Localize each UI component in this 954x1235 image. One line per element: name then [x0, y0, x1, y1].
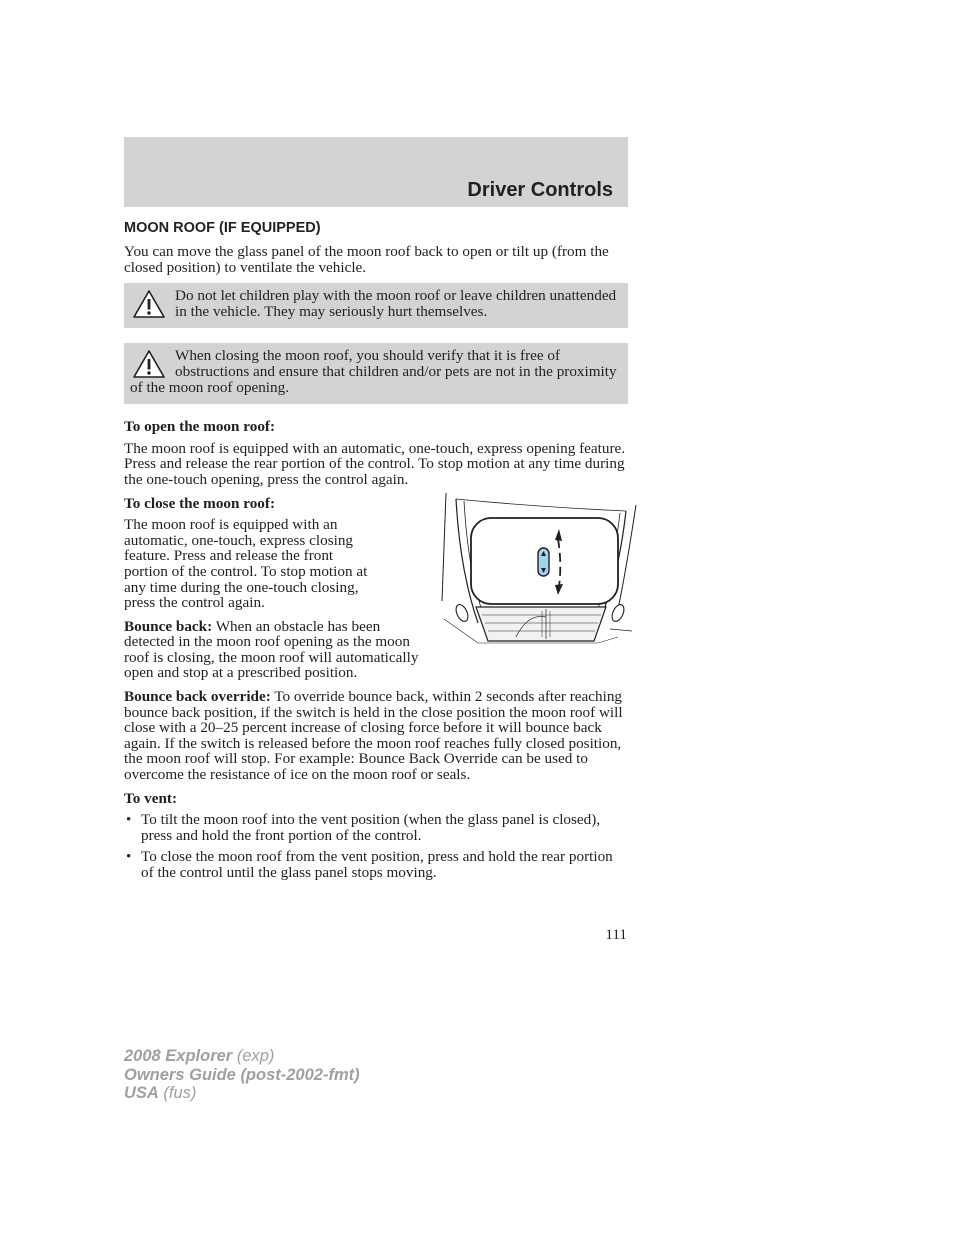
bounce-back-override-body: To override bounce back, within 2 seconds after reaching bounce back position, if the switch is held in the close position the moon roof will close with a 20–25 percent increase of closing force before it will bounce back again. If the switch is released before the moon roof reaches fully closed position, the moon roof will stop. For example: Bounce Back Override can be used to overcome the resistance of ice on the moon roof or seals. [124, 688, 623, 784]
bounce-back-override-paragraph [124, 689, 628, 783]
warning-triangle-icon [132, 289, 166, 319]
warning-text-obstructions: When closing the moon roof, you should verify that it is free of obstructions and ensure that children and/or pets are not in the proximity of the moon roof opening. [130, 347, 617, 396]
warning-box-children [124, 283, 628, 328]
page-number: 111 [605, 926, 627, 943]
moon-roof-heading: MOON ROOF (IF EQUIPPED) [124, 220, 321, 236]
list-item: • To tilt the moon roof into the vent position (when the glass panel is closed), press and hold the front portion of the control. [124, 812, 628, 843]
section-title: Driver Controls [467, 179, 613, 201]
open-subhead: To open the moon roof: [124, 418, 276, 436]
page-content [124, 220, 628, 887]
bounce-back-label: Bounce back: [124, 617, 213, 635]
close-subhead: To close the moon roof: [124, 494, 276, 512]
document-footer [124, 1047, 360, 1103]
warning-triangle-icon [132, 349, 166, 379]
footer-market: USA [124, 1084, 159, 1102]
close-body: The moon roof is equipped with an automatic, one-touch, express closing feature. Press and release the front portion of the control. To stop motion at any time during the one-touch closing, press the control again. [124, 516, 368, 612]
footer-model-code: (exp) [232, 1047, 275, 1065]
footer-line-1 [124, 1047, 360, 1066]
moon-roof-intro: You can move the glass panel of the moon roof back to open or tilt up (from the closed position) to ventilate the vehicle. [124, 243, 609, 276]
footer-model: 2008 Explorer [124, 1047, 233, 1065]
footer-line-3 [124, 1084, 360, 1103]
overhead-console-illustration [438, 491, 638, 653]
footer-line-2 [124, 1066, 360, 1085]
open-body: The moon roof is equipped with an automatic, one-touch, express opening feature. Press and release the rear portion of the control. To stop motion at any time during the one-touch opening, press the control again. [124, 439, 626, 488]
warning-box-obstructions [124, 343, 628, 404]
vent-bullet-list [124, 812, 628, 880]
list-item: • To close the moon roof from the vent position, press and hold the rear portion of the control until the glass panel stops moving. [124, 849, 628, 880]
warning-text-children: Do not let children play with the moon roof or leave children unattended in the vehicle. They may seriously hurt themselves. [175, 287, 617, 320]
footer-market-code: (fus) [158, 1084, 197, 1102]
vent-subhead: To vent: [124, 789, 178, 807]
bounce-back-override-label: Bounce back override: [124, 688, 271, 706]
footer-guide-format: Owners Guide (post-2002-fmt) [124, 1065, 360, 1084]
bounce-back-body: When an obstacle has been detected in the moon roof opening as the moon roof is closing, the moon roof will automatically open and stop at a prescribed position. [124, 617, 419, 682]
header-band [124, 137, 628, 207]
